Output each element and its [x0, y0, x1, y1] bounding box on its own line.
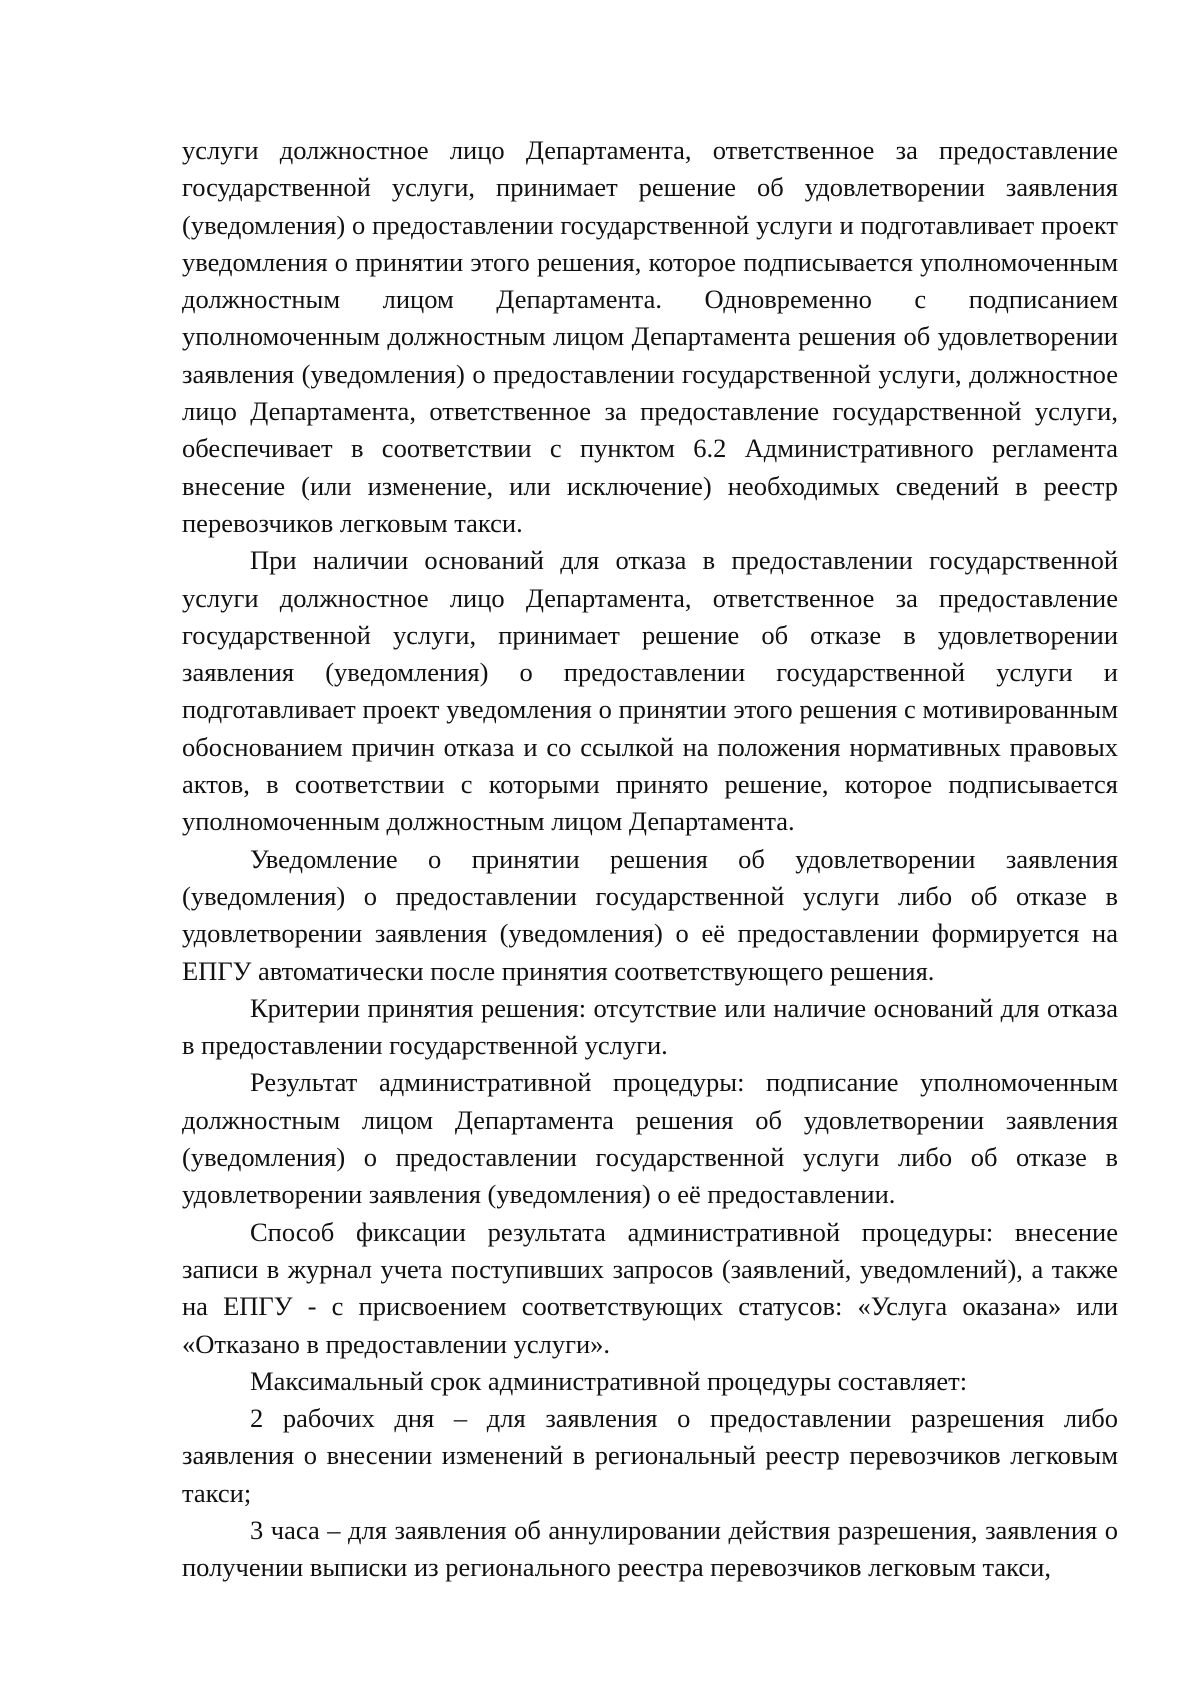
- paragraph-max-term: Максимальный срок административной процедуры составляет:: [250, 1365, 968, 1396]
- paragraph-result: Результат административной процедуры: подписание уполномоченным должностным лицом Департамента решения об удовлетворении заявления (уведомления) о предоставлении государственной услуги либо об отказе в удовлетворении заявления (уведомления) о её предоставлении.: [182, 1067, 1118, 1210]
- paragraph-notification: Уведомление о принятии решения об удовлетворении заявления (уведомления) о предоставлении государственной услуги либо об отказе в удовлетворении заявления (уведомления) о её предоставлении формируется на ЕПГУ автоматически после принятия соответствующего решения.: [182, 843, 1118, 986]
- paragraph-criteria: Критерии принятия решения: отсутствие или наличие оснований для отказа в предоставлении государственной услуги.: [182, 992, 1118, 1061]
- paragraph-recording-method: Способ фиксации результата административной процедуры: внесение записи в журнал учета поступивших запросов (заявлений, уведомлений), а также на ЕПГУ - с присвоением соответствующих статусов: «Услуга оказана» или «Отказано в предоставлении услуги».: [182, 1216, 1118, 1359]
- document-body: [182, 132, 1118, 1587]
- paragraph-refusal: При наличии оснований для отказа в предоставлении государственной услуги должностное лицо Департамента, ответственное за предоставление государственной услуги, принимает решение об отказе в удовлетворении заявления (уведомления) о предоставлении государственной услуги и подготавливает проект уведомления о принятии этого решения с мотивированным обоснованием причин отказа и со ссылкой на положения нормативных правовых актов, в соответствии с которыми принято решение, которое подписывается уполномоченным должностным лицом Департамента.: [182, 545, 1118, 837]
- paragraph-approval-continuation: услуги должностное лицо Департамента, ответственное за предоставление государственной услуги, принимает решение об удовлетворении заявления (уведомления) о предоставлении государственной услуги и подготавливает проект уведомления о принятии этого решения, которое подписывается уполномоченным должностным лицом Департамента. Одновременно с подписанием уполномоченным должностным лицом Департамента решения об удовлетворении заявления (уведомления) о предоставлении государственной услуги, должностное лицо Департамента, ответственное за предоставление государственной услуги, обеспечивает в соответствии с пунктом 6.2 Административного регламента внесение (или изменение, или исключение) необходимых сведений в реестр перевозчиков легковым такси.: [182, 135, 1118, 538]
- paragraph-term-two-days: 2 рабочих дня – для заявления о предоставлении разрешения либо заявления о внесении изменений в региональный реестр перевозчиков легковым такси;: [182, 1403, 1118, 1508]
- paragraph-term-three-hours: 3 часа – для заявления об аннулировании действия разрешения, заявления о получении выписки из регионального реестра перевозчиков легковым такси,: [182, 1514, 1118, 1583]
